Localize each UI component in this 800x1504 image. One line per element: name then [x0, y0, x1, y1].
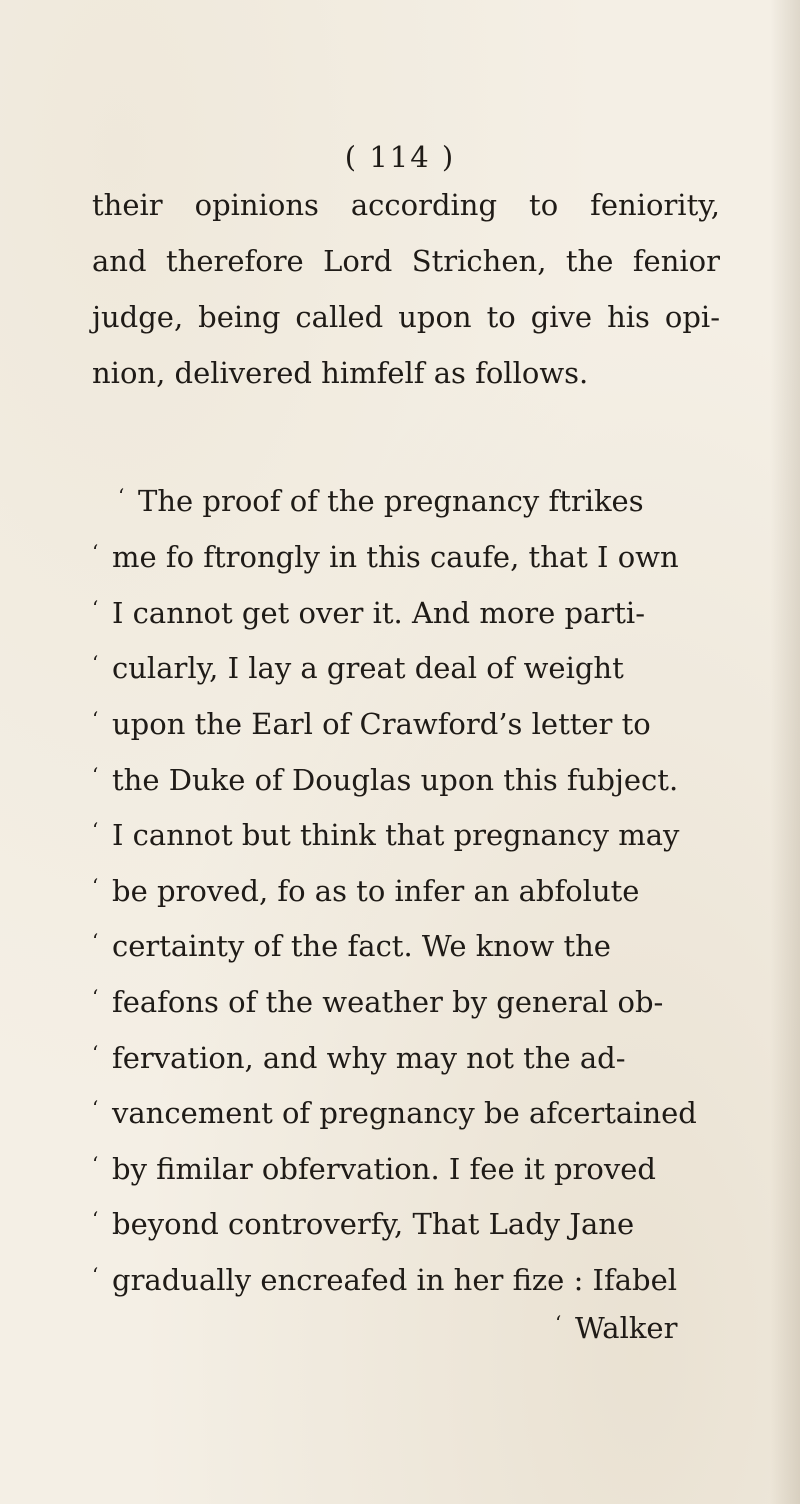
- quote-mark: ‘: [92, 818, 99, 842]
- text-line: judge, being called upon to give his opi-: [92, 300, 720, 334]
- quote-mark: ‘: [92, 1207, 99, 1231]
- quote-mark: ‘: [92, 874, 99, 898]
- quote-mark: ‘: [92, 651, 99, 675]
- quote-mark: ‘: [118, 484, 125, 508]
- text-line: their opinions according to feniority,: [92, 188, 720, 222]
- quote-line: ‘ vancement of pregnancy be afcertained: [92, 1090, 720, 1131]
- quote-line: ‘ cularly, I lay a great deal of weight: [92, 645, 720, 686]
- quote-line: ‘ feafons of the weather by general ob-: [92, 979, 720, 1020]
- quote-line: ‘ the Duke of Douglas upon this fubject.: [92, 757, 720, 798]
- quote-mark: ‘: [555, 1311, 562, 1335]
- quote-mark: ‘: [92, 985, 99, 1009]
- quote-line: ‘ beyond controverfy, That Lady Jane: [92, 1201, 720, 1242]
- quote-mark: ‘: [92, 1152, 99, 1176]
- text-line: nion, delivered himfelf as follows.: [92, 356, 589, 390]
- quote-line: ‘ upon the Earl of Crawford’s letter to: [92, 701, 720, 742]
- quote-mark: ‘: [92, 707, 99, 731]
- quote-mark: ‘: [92, 929, 99, 953]
- quote-mark: ‘: [92, 540, 99, 564]
- quote-line: ‘ I cannot but think that pregnancy may: [92, 812, 720, 853]
- quote-line: ‘ The proof of the pregnancy ftrikes: [118, 478, 638, 519]
- quote-mark: ‘: [92, 596, 99, 620]
- quote-line: ‘ certainty of the fact. We know the: [92, 923, 720, 964]
- quote-line: ‘ fervation, and why may not the ad-: [92, 1035, 720, 1076]
- quote-line: ‘ me fo ftrongly in this caufe, that I own: [92, 534, 720, 575]
- quote-mark: ‘: [92, 1041, 99, 1065]
- quote-line: ‘ gradually encreafed in her fize : Ifabel: [92, 1257, 720, 1298]
- quote-mark: ‘: [92, 1263, 99, 1287]
- quote-mark: ‘: [92, 763, 99, 787]
- text-line: and therefore Lord Strichen, the fenior: [92, 244, 720, 278]
- page-number: ( 114 ): [344, 140, 456, 174]
- quote-line: ‘ by fimilar obfervation. I fee it proved: [92, 1146, 720, 1187]
- quote-mark: ‘: [92, 1096, 99, 1120]
- catchword: ‘ Walker: [555, 1305, 677, 1346]
- page-edge-shadow: [770, 0, 800, 1504]
- quote-line: ‘ I cannot get over it. And more parti-: [92, 590, 720, 631]
- quote-line: ‘ be proved, fo as to infer an abfolute: [92, 868, 720, 909]
